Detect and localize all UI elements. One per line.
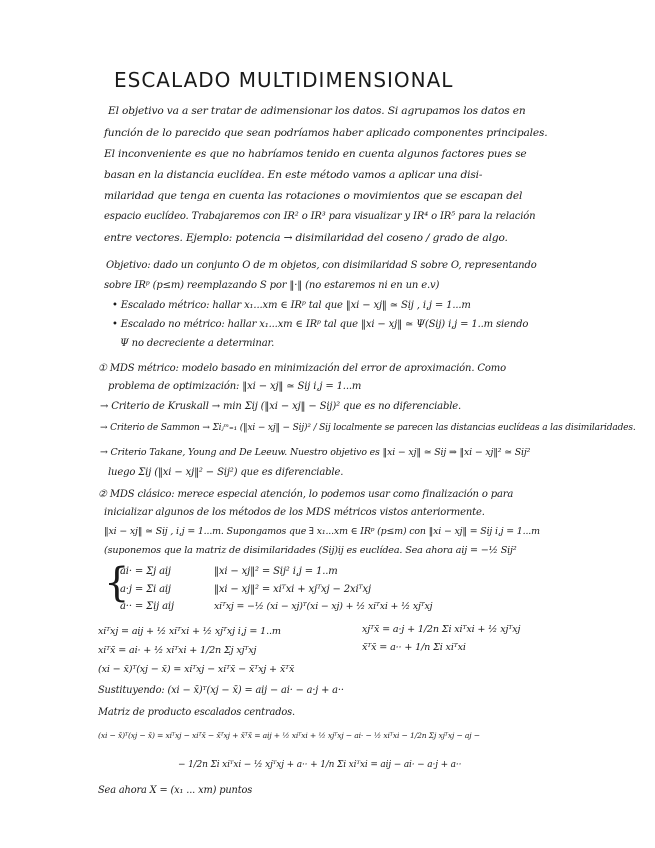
derivation-line-right: x̄ᵀx̄ = a·· + 1/n Σi xiᵀxi [362,642,466,653]
system-left: ai· = Σj aij [120,566,171,577]
metric-mds-line: problema de optimización: ‖xi − xj‖ ≃ Sij i,j = 1...m [108,381,362,392]
objective-bullet: • Escalado métrico: hallar x₁...xm ∈ IRᵖ tal que ‖xi − xj‖ ≃ Sij , i,j = 1...m [112,300,471,311]
objective-bullet: • Escalado no métrico: hallar x₁...xm ∈ IRᵖ tal que ‖xi − xj‖ ≃ Ψ(Sij) i,j = 1..m siendo [112,319,529,330]
intro-line: El inconveniente es que no habríamos tenido en cuenta algunos factores pues se [104,148,527,160]
classic-mds-line: inicializar algunos de los métodos de los MDS métricos vistos anteriormente. [104,507,485,518]
centered-products-heading: Matriz de producto escalados centrados. [98,707,295,718]
intro-line: milaridad que tenga en cuenta las rotaciones o movimientos que se escapan del [104,190,523,202]
classic-mds-line: ② MDS clásico: merece especial atención, lo podemos usar como finalización o para [98,489,514,500]
objective-line: Objetivo: dado un conjunto O de m objetos, con disimilaridad S sobre O, representando [106,260,537,271]
classic-mds-line: (suponemos que la matriz de disimilaridades (Sij)ij es euclídea. Sea ahora aij = −½ Sij² [104,545,517,556]
classic-mds-line: ‖xi − xj‖ ≃ Sij , i,j = 1...m. Supongamos que ∃ x₁...xm ∈ IRᵖ (p≤m) con ‖xi − xj‖ = Sij i,j = 1...m [104,526,540,537]
objective-line: sobre IRᵖ (p≤m) reemplazando S por ‖·‖ (no estaremos ni en un e.v) [104,280,440,291]
system-left: a·· = Σij aij [120,601,174,612]
sammon-criterion: → Criterio de Sammon → Σiⱼᵐ₌₁ (‖xi − xj‖ − Sij)² / Sij localmente se parecen las distancias euclídeas a las disimilaridades. [100,423,636,433]
kruskall-criterion: → Criterio de Kruskall → min Σij (‖xi − xj‖ − Sij)² que es no diferenciable. [100,401,462,412]
substitution-line: Sustituyendo: (xi − x̄)ᵀ(xj − x̄) = aij − ai· − a·j + a·· [98,685,344,696]
system-middle: xiᵀxj = −½ (xi − xj)ᵀ(xi − xj) + ½ xiᵀxi + ½ xjᵀxj [214,601,433,612]
metric-mds-line: ① MDS métrico: modelo basado en minimización del error de aproximación. Como [98,363,506,374]
intro-line: basan en la distancia euclídea. En este método vamos a aplicar una disi- [104,169,483,181]
intro-line: función de lo parecido que sean podríamos haber aplicado componentes principales. [104,127,548,139]
takane-criterion-2: luego Σij (‖xi − xj‖² − Sij²) que es diferenciable. [108,467,344,478]
derivation-line: xiᵀx̄ = ai· + ½ xiᵀxi + 1/2n Σj xjᵀxj [98,645,257,656]
takane-criterion: → Criterio Takane, Young and De Leeuw. Nuestro objetivo es ‖xi − xj‖ ≃ Sij ⇒ ‖xi − xj‖² ≃ Sij² [100,447,531,458]
system-left: a·j = Σi aij [120,584,171,595]
page-title: ESCALADO MULTIDIMENSIONAL [114,68,454,92]
final-line: Sea ahora X = (x₁ ... xm) puntos [98,785,253,796]
intro-line: espacio euclídeo. Trabajaremos con IR² o IR³ para visualizar y IR⁴ o IR⁵ para la relación [104,211,536,222]
objective-line: Ψ no decreciente a determinar. [120,338,275,349]
intro-line: El objetivo va a ser tratar de adimensionar los datos. Si agrupamos los datos en [108,105,526,117]
derivation-line: − 1/2n Σi xiᵀxi − ½ xjᵀxj + a·· + 1/n Σi xiᵀxi = aij − ai· − a·j + a·· [178,760,462,770]
system-middle: ‖xi − xj‖² = Sij² i,j = 1..m [214,566,338,577]
system-middle: ‖xi − xj‖² = xiᵀxi + xjᵀxj − 2xiᵀxj [214,584,371,595]
intro-line: entre vectores. Ejemplo: potencia → disimilaridad del coseno / grado de algo. [104,232,508,244]
brace-symbol: { [104,560,130,606]
derivation-line: (xi − x̄)ᵀ(xj − x̄) = xiᵀxj − xiᵀx̄ − x̄ᵀxj + x̄ᵀx̄ = aij + ½ xiᵀxi + ½ xjᵀxj − ai· − ½ xiᵀxi − 1/2n Σj xjᵀxj − aj − [98,731,480,740]
derivation-line: xiᵀxj = aij + ½ xiᵀxi + ½ xjᵀxj i,j = 1..m [98,626,281,637]
derivation-line: (xi − x̄)ᵀ(xj − x̄) = xiᵀxj − xiᵀx̄ − x̄ᵀxj + x̄ᵀx̄ [98,664,295,675]
derivation-line-right: xjᵀx̄ = a·j + 1/2n Σi xiᵀxi + ½ xjᵀxj [362,624,521,635]
